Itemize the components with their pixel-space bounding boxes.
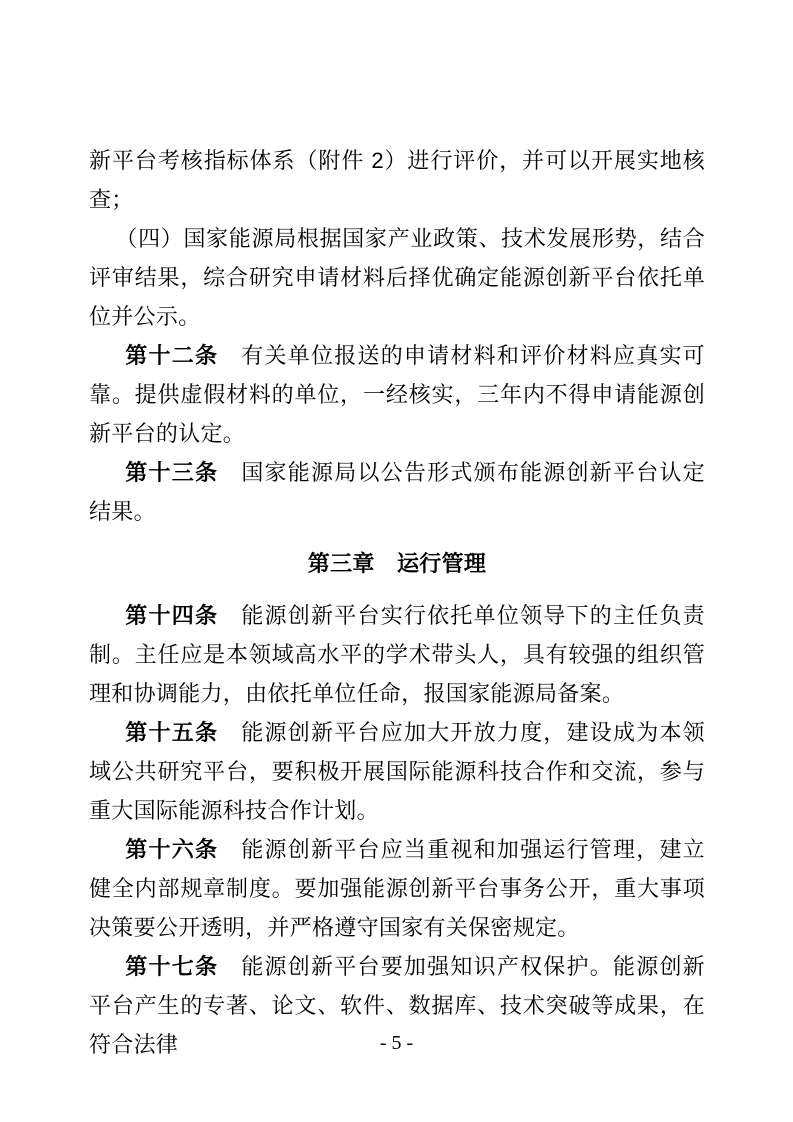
article-text: 有关单位报送的申请材料和评价材料应真实可靠。提供虚假材料的单位，一经核实，三年内不得申请能源创新平台的认定。	[89, 343, 705, 446]
chapter-heading: 第三章 运行管理	[307, 551, 487, 576]
article-paragraph	[89, 596, 705, 713]
article-text: 能源创新平台要加强知识产权保护。能源创新平台产生的专著、论文、软件、数据库、技术突破等成果，在符合法律	[89, 954, 705, 1057]
article-number: 第十二条	[125, 343, 219, 368]
article-number: 第十四条	[125, 603, 219, 628]
article-number: 第十七条	[125, 954, 219, 979]
article-paragraph	[89, 713, 705, 830]
article-paragraph	[89, 830, 705, 947]
article-number: 第十三条	[125, 460, 219, 485]
article-text: 能源创新平台实行依托单位领导下的主任负责制。主任应是本领域高水平的学术带头人，具有较强的组织管理和协调能力，由依托单位任命，报国家能源局备案。	[89, 603, 705, 706]
paragraph: （四）国家能源局根据国家产业政策、技术发展形势，结合评审结果，综合研究申请材料后择优确定能源创新平台依托单位并公示。	[89, 226, 705, 329]
article-number: 第十五条	[125, 720, 219, 745]
article-paragraph	[89, 336, 705, 453]
article-text: 能源创新平台应当重视和加强运行管理，建立健全内部规章制度。要加强能源创新平台事务公开，重大事项决策要公开透明，并严格遵守国家有关保密规定。	[89, 837, 705, 940]
paragraph: 新平台考核指标体系（附件 2）进行评价，并可以开展实地核查；	[89, 148, 705, 212]
article-paragraph	[89, 453, 705, 531]
document-body	[89, 141, 705, 1064]
article-text: 能源创新平台应加大开放力度，建设成为本领域公共研究平台，要积极开展国际能源科技合作和交流，参与重大国际能源科技合作计划。	[89, 720, 705, 823]
page-number: - 5 -	[379, 1032, 414, 1054]
article-text: 国家能源局以公告形式颁布能源创新平台认定结果。	[89, 460, 705, 524]
article-number: 第十六条	[125, 837, 219, 862]
